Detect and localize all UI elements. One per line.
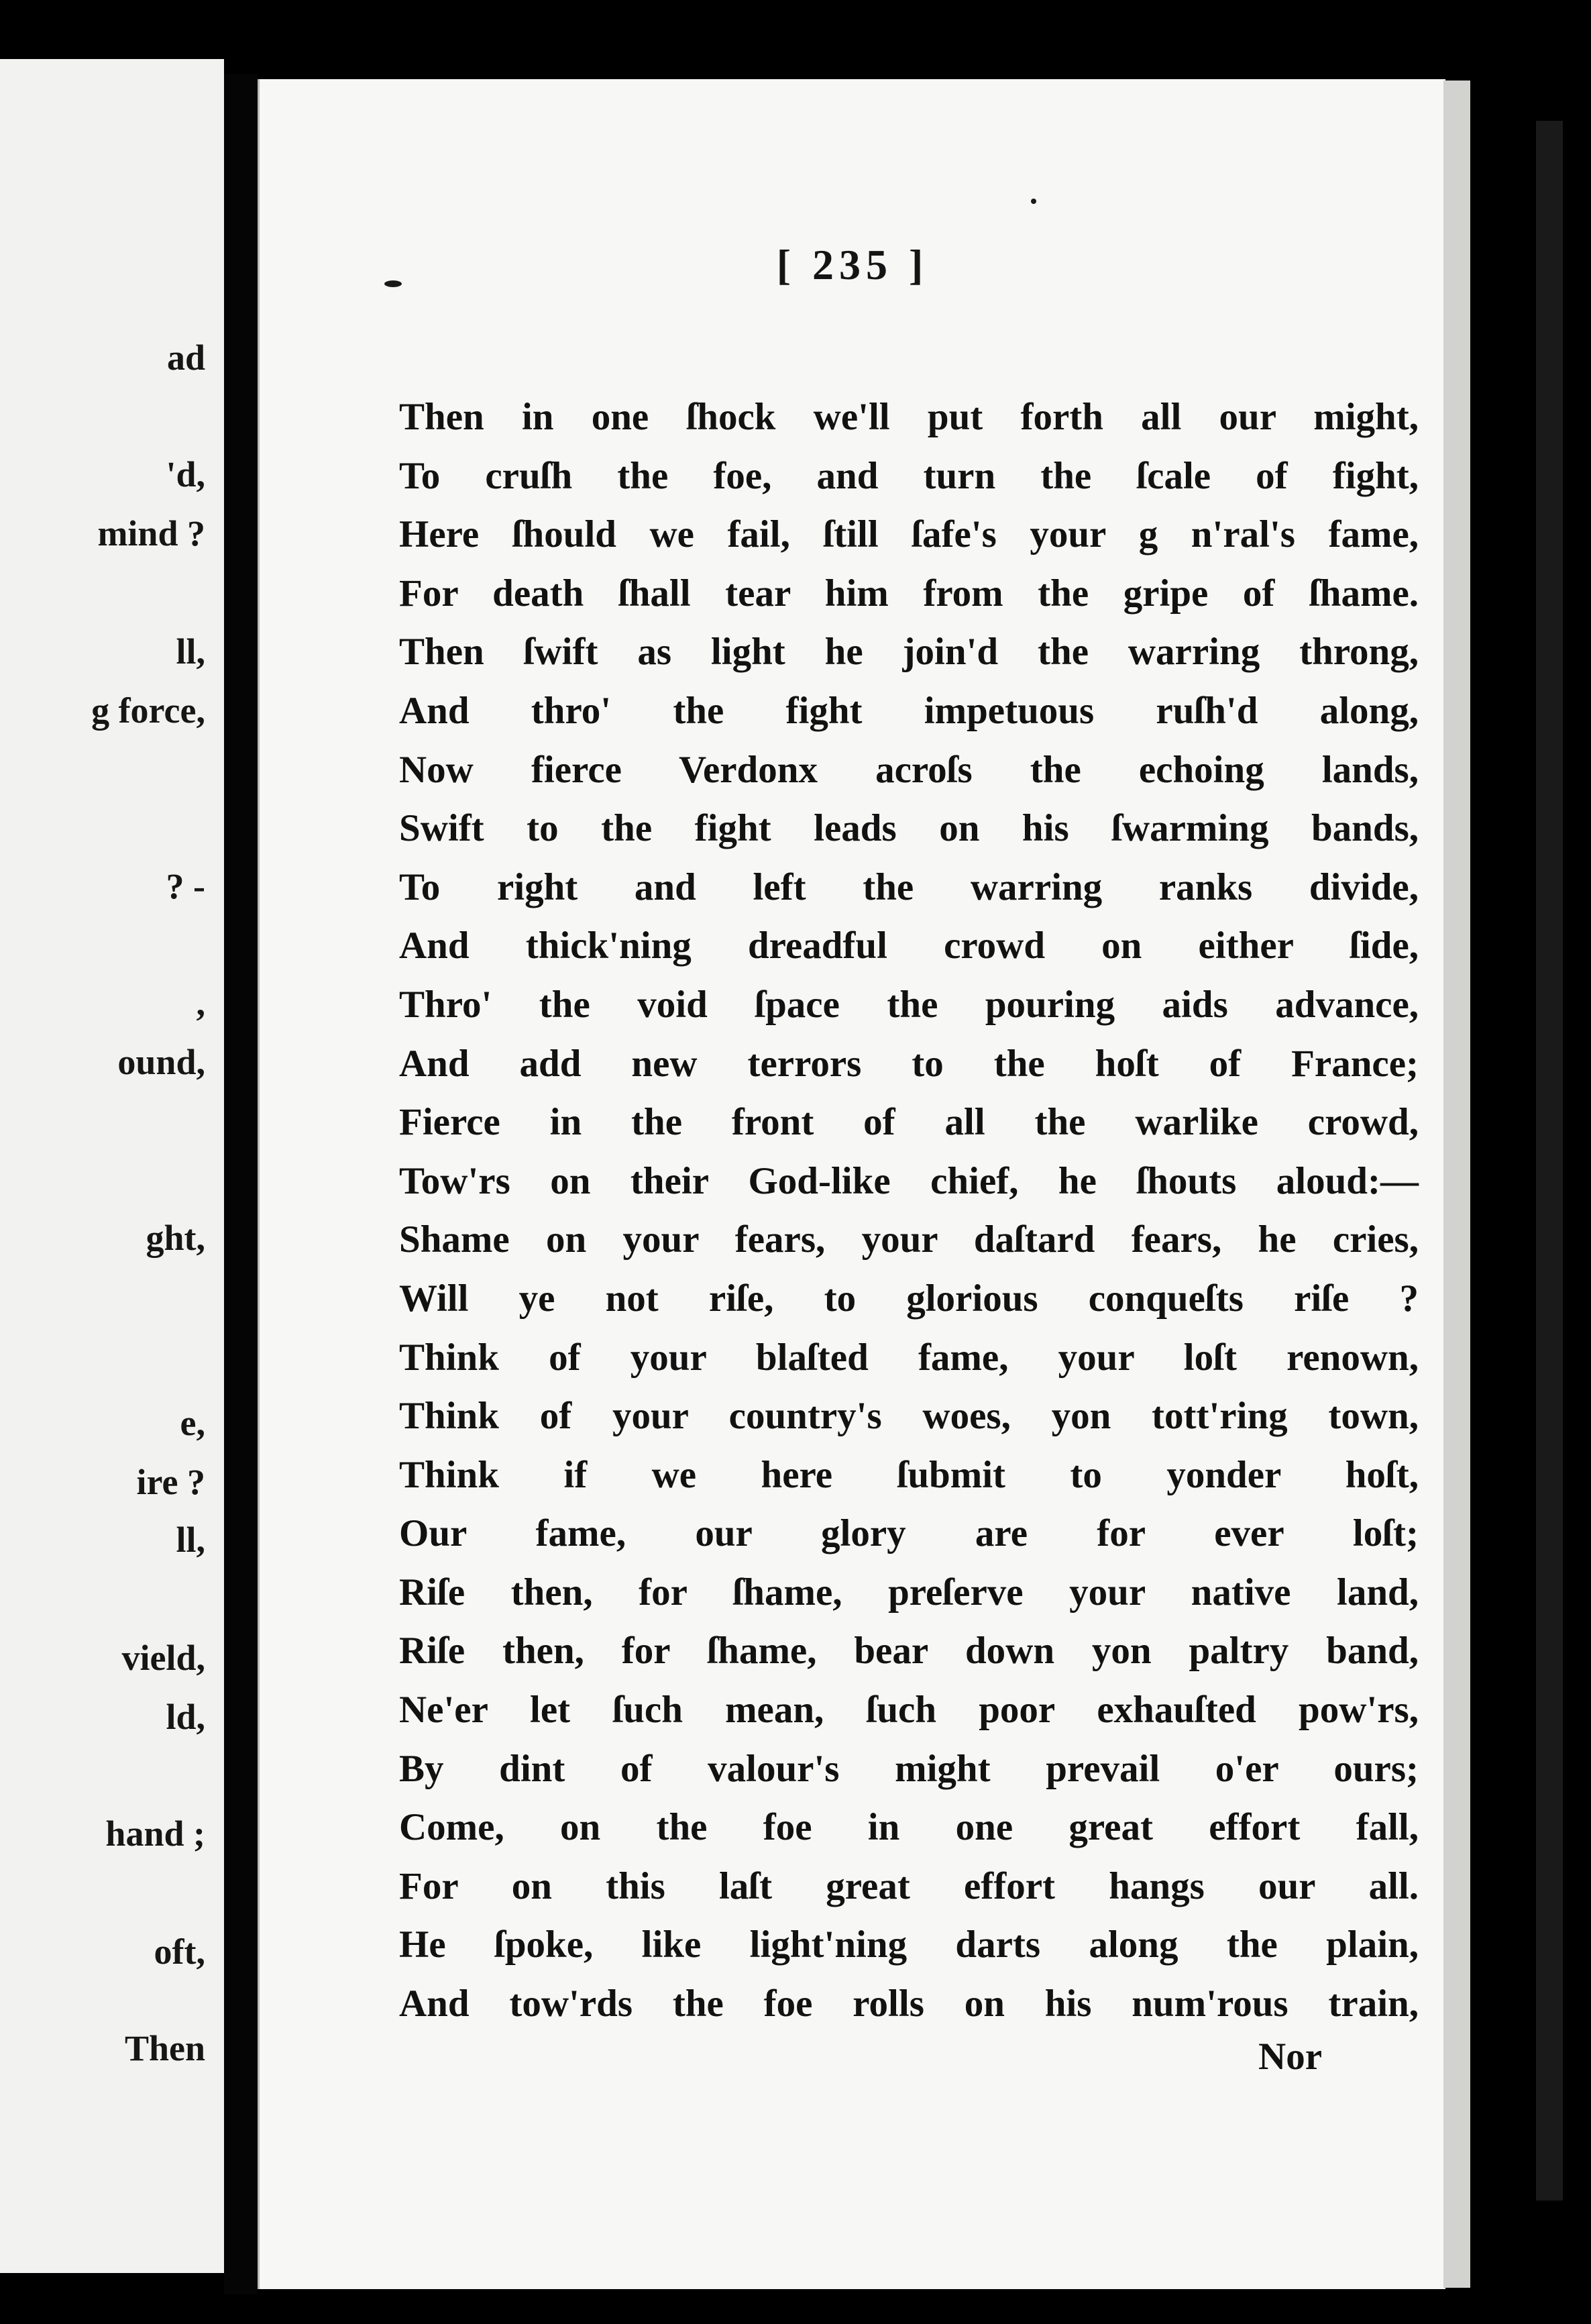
verse-line: And thro' the fight impetuous ruſh'd along, [399,689,1419,732]
verse-line: He ſpoke, like light'ning darts along the plain, [399,1923,1419,1966]
catchword: Nor [1258,2036,1322,2078]
book-cover-edge [1536,121,1563,2201]
verse-line: Shame on your fears, your daſtard fears, he cries, [399,1218,1419,1261]
left-page [0,59,224,2273]
left-page-fragment: mind ? [97,513,205,553]
ink-speck [384,280,402,287]
verse-line: Come, on the foe in one great effort fall, [399,1806,1419,1849]
left-page-fragment: ll, [176,1520,205,1560]
verse-line: Thro' the void ſpace the pouring aids advance, [399,983,1419,1026]
left-page-fragment: Then [124,2028,205,2068]
verse-line: And thick'ning dreadful crowd on either ſide, [399,925,1419,967]
book-gutter [224,74,258,2294]
verse-line: Riſe then, for ſhame, preſerve your native land, [399,1571,1419,1614]
verse-line: By dint of valour's might prevail o'er ours; [399,1747,1419,1790]
left-page-fragment: vield, [121,1638,205,1678]
left-page-fragment: ire ? [136,1462,205,1502]
verse-line: Think of your country's woes, yon tott'ring town, [399,1395,1419,1438]
verse-line: And tow'rds the foe rolls on his num'rous train, [399,1983,1419,2025]
page-edge [1443,81,1470,2288]
verse-line: Then in one ſhock we'll put forth all our might, [399,396,1419,438]
ink-speck [1031,199,1036,204]
verse-line: Now fierce Verdonx acroſs the echoing lands, [399,748,1419,791]
verse-line: Then ſwift as light he join'd the warring throng, [399,631,1419,674]
verse-line: Fierce in the front of all the warlike crowd, [399,1101,1419,1144]
page-number: [ 235 ] [776,241,929,288]
left-page-fragment: ll, [176,631,205,672]
left-page-fragment: hand ; [105,1813,205,1854]
verse-line: To right and left the warring ranks divide, [399,865,1419,908]
left-page-fragment: g force, [91,690,205,731]
left-page-fragment: ? - [166,866,205,906]
verse-line: For death ſhall tear him from the gripe of ſhame. [399,572,1419,615]
verse-line: Ne'er let ſuch mean, ſuch poor exhauſted pow'rs, [399,1689,1419,1732]
left-page-fragment: ld, [166,1697,205,1737]
left-page-fragment: 'd, [166,454,205,494]
right-page [258,79,1445,2289]
left-page-fragment: , [196,983,205,1023]
verse-line: Riſe then, for ſhame, bear down yon paltry band, [399,1630,1419,1673]
verse-line: For on this laſt great effort hangs our all. [399,1864,1419,1907]
verse-line: And add new terrors to the hoſt of France; [399,1042,1419,1085]
verse-line: To cruſh the foe, and turn the ſcale of fight, [399,454,1419,497]
left-page-fragment: ound, [117,1042,205,1082]
verse-line: Our fame, our glory are for ever loſt; [399,1512,1419,1555]
verse-line: Here ſhould we fail, ſtill ſafe's your g n'ral's fame, [399,513,1419,556]
left-page-fragment: e, [180,1403,205,1443]
verse-line: Think if we here ſubmit to yonder hoſt, [399,1453,1419,1496]
poem-text [399,388,1419,2034]
left-page-fragment: oft, [154,1932,205,1972]
verse-line: Swift to the fight leads on his ſwarming bands, [399,807,1419,850]
left-page-fragment: ght, [146,1218,205,1258]
verse-line: Will ye not riſe, to glorious conqueſts riſe ? [399,1277,1419,1320]
left-page-fragment: ad [166,337,205,378]
verse-line: Tow'rs on their God-like chief, he ſhouts aloud:— [399,1159,1419,1202]
verse-line: Think of your blaſted fame, your loſt renown, [399,1336,1419,1379]
